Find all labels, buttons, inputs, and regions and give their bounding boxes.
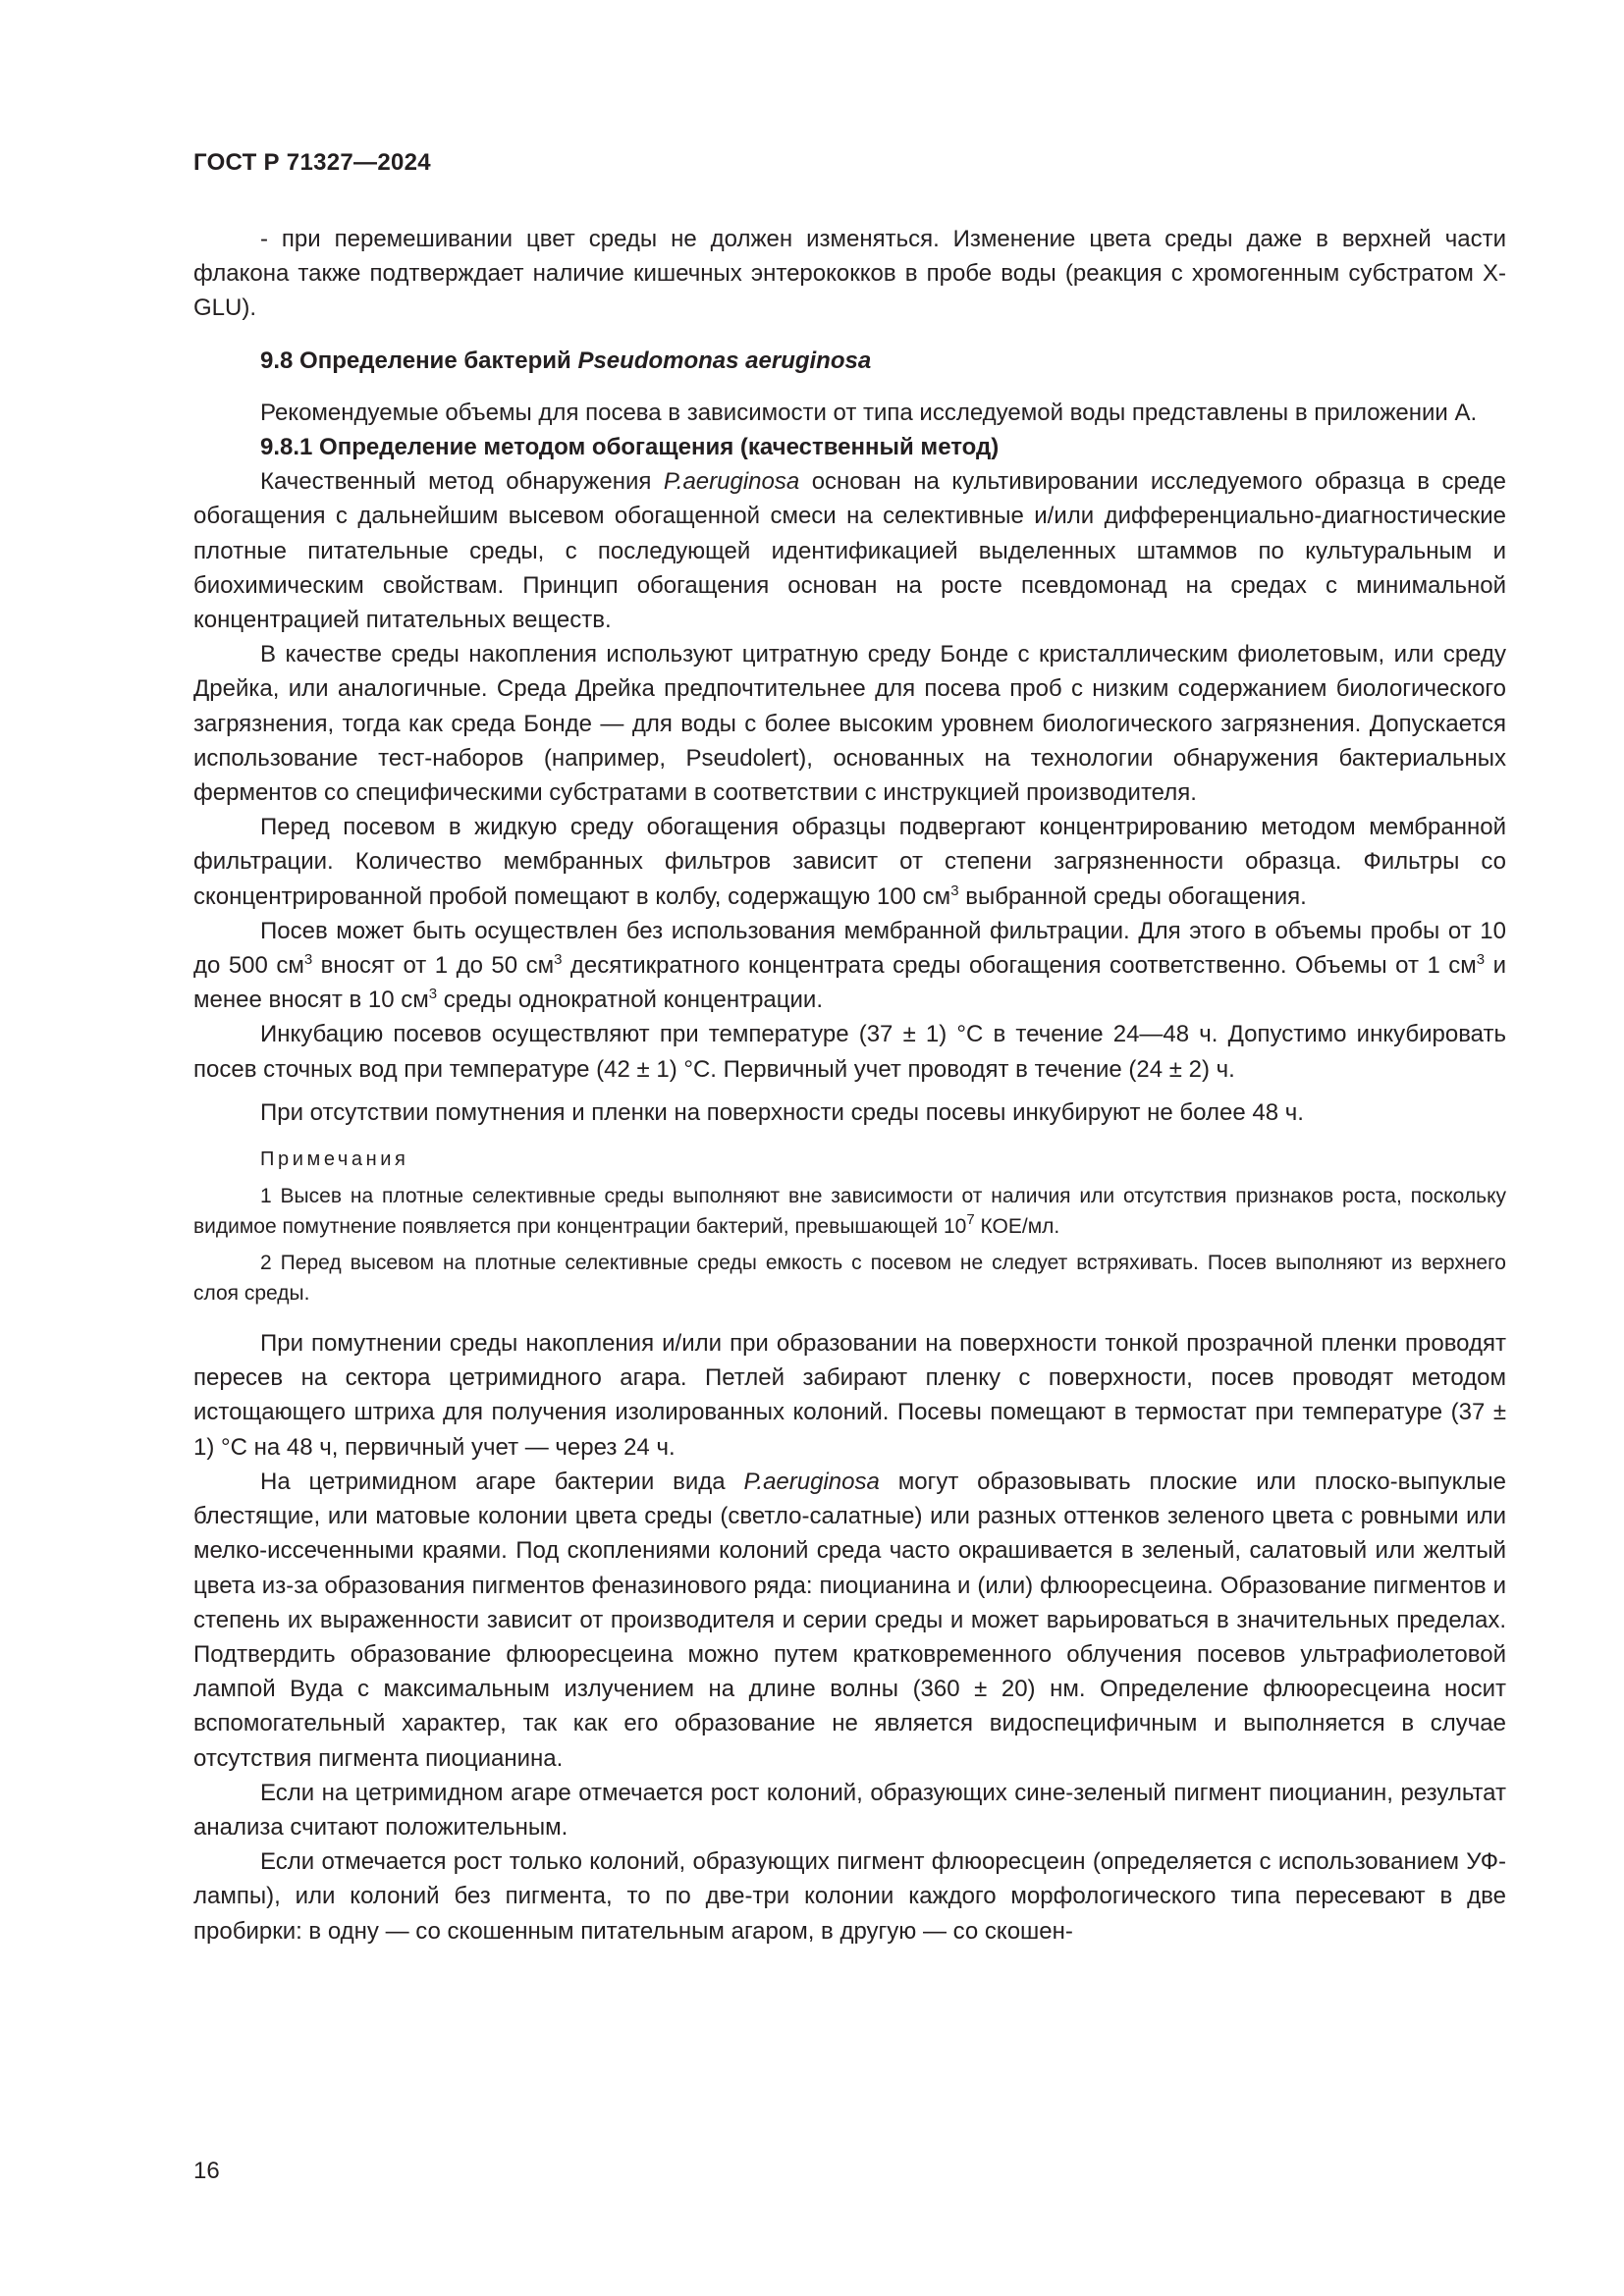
text-run: Посев может быть осуществлен без использования мембранной фильтрации. Для этого в объемы пробы от 10 до 500 см	[193, 917, 1506, 980]
paragraph-accumulation-medium: В качестве среды накопления используют цитратную среду Бонде с кристаллическим фиолетовым, или среду Дрейка, или аналогичные. Среда Дрейка предпочтительнее для посева проб с низким содержанием биологического загрязнения, тогда как среда Бонде — для воды с более высоким уровнем биологического загрязнения. Допускается использование тест-наборов (например, Pseudolert), основанных на технологии обнаружения бактериальных ферментов со специфическими субстратами в соответствии с инструкцией производителя.	[193, 641, 1506, 807]
paragraph-positive-result: Если на цетримидном агаре отмечается рост колоний, образующих сине-зеленый пигмент пиоцианин, результат анализа считают положительным.	[193, 1779, 1506, 1841]
paragraph-colony-morphology	[193, 1465, 1506, 1776]
text-run: вносят от 1 до 50 см	[312, 952, 555, 980]
superscript: 3	[1476, 951, 1486, 969]
paragraph-membrane-filtration	[193, 810, 1506, 914]
paragraph-cetrimide-subculture: При помутнении среды накопления и/или при образовании на поверхности тонкой прозрачной пленки проводят пересев на сектора цетримидного агара. Петлей забирают пленку с поверхности, посев проводят методом истощающего штриха для получения изолированных колоний. Посевы помещают в термостат при температуре (37 ± 1) °С на 48 ч, первичный учет — через 24 ч.	[193, 1330, 1506, 1461]
text-run: выбранной среды обогащения.	[958, 882, 1307, 910]
paragraph-direct-inoculation	[193, 914, 1506, 1018]
text-run: На цетримидном агаре бактерии вида	[260, 1468, 744, 1495]
text-run: 1 Высев на плотные селективные среды выполняют вне зависимости от наличия или отсутствия признаков роста, поскольку видимое помутнение появляется при концентрации бактерий, превышающей 10	[193, 1185, 1506, 1239]
text-run: и менее вносят в 10 см	[193, 952, 1506, 1014]
text-run: основан на культивировании исследуемого образца в среде обогащения с дальнейшим высевом обогащенной смеси на селективные и/или дифференциально-диагностические плотные питательные среды, с последующей идентификацией выделенных штаммов по культуральным и биохимическим свойствам. Принцип обогащения основан на росте псевдомонад на средах с минимальной концентрацией питательных веществ.	[193, 468, 1507, 634]
superscript: 3	[950, 881, 959, 899]
paragraph-incubation: Инкубацию посевов осуществляют при температуре (37 ± 1) °С в течение 24—48 ч. Допустимо инкубировать посев сточных вод при температуре (42 ± 1) °С. Первичный учет проводят в течение (24 ± 2) ч.	[193, 1021, 1506, 1083]
section-heading-text: 9.8 Определение бактерий	[260, 347, 578, 374]
paragraph-qualitative-method	[193, 464, 1506, 637]
text-run: среды однократной концентрации.	[437, 987, 823, 1014]
superscript: 3	[428, 986, 438, 1003]
section-heading-9-8-1: 9.8.1 Определение методом обогащения (качественный метод)	[260, 434, 1000, 461]
page-body	[193, 222, 1506, 1949]
superscript: 3	[303, 951, 313, 969]
page-number: 16	[193, 2158, 220, 2184]
note-2: 2 Перед высевом на плотные селективные среды емкость с посевом не следует встряхивать. Посев выполняют из верхнего слоя среды.	[193, 1252, 1506, 1306]
paragraph-color-change: - при перемешивании цвет среды не должен изменяться. Изменение цвета среды даже в верхней части флакона также подтверждает наличие кишечных энтерококков в пробе воды (реакция с хромогенным субстратом X-GLU).	[193, 226, 1506, 322]
text-run: могут образовывать плоские или плоско-выпуклые блестящие, или матовые колонии цвета среды (светло-салатные) или разных оттенков зеленого цвета с ровными или мелко-иссеченными краями. Под скоплениями колоний среда часто окрашивается в зеленый, салатовый или желтый цвета из-за образования пигментов феназинового ряда: пиоцианина и (или) флюоресцеина. Образование пигментов и степень их выраженности зависит от производителя и серии среды и может варьироваться в значительных пределах. Подтвердить образование флюоресцеина можно путем кратковременного облучения посевов ультрафиолетовой лампой Вуда с максимальным излучением на длине волны (360 ± 20) нм. Определение флюоресцеина носит вспомогательный характер, так как его образование не является видоспецифичным и выполняется в случае отсутствия пигмента пиоцианина.	[193, 1468, 1506, 1772]
text-run: КОЕ/мл.	[974, 1215, 1060, 1239]
superscript: 7	[966, 1211, 975, 1229]
paragraph-volumes: Рекомендуемые объемы для посева в зависимости от типа исследуемой воды представлены в приложении А.	[260, 399, 1478, 426]
text-run: Качественный метод обнаружения	[260, 468, 664, 496]
organism-name: P.aeruginosa	[663, 468, 800, 496]
notes-title: Примечания	[260, 1148, 409, 1171]
paragraph-no-turbidity: При отсутствии помутнения и пленки на поверхности среды посевы инкубируют не более 48 ч.	[260, 1098, 1304, 1126]
superscript: 3	[554, 951, 563, 969]
text-run: десятикратного концентрата среды обогащения соответственно. Объемы от 1 см	[562, 952, 1477, 980]
organism-name: P.aeruginosa	[743, 1468, 880, 1495]
text-run: Перед посевом в жидкую среду обогащения образцы подвергают концентрированию методом мембранной фильтрации. Количество мембранных фильтров зависит от степени загрязненности образца. Фильтры со сконцентрированной пробой помещают в колбу, содержащую 100 см	[193, 814, 1506, 910]
paragraph-fluorescein-colonies: Если отмечается рост только колоний, образующих пигмент флюоресцеин (определяется с использованием УФ-лампы), или колоний без пигмента, то по две-три колонии каждого морфологического типа пересевают в две пробирки: в одну — со скошенным питательным агаром, в другую — со скошен-	[193, 1848, 1506, 1945]
section-heading-9-8	[193, 344, 1506, 378]
document-header: ГОСТ Р 71327—2024	[193, 149, 431, 176]
note-1	[193, 1181, 1506, 1242]
organism-name: Pseudomonas aeruginosa	[577, 347, 872, 374]
